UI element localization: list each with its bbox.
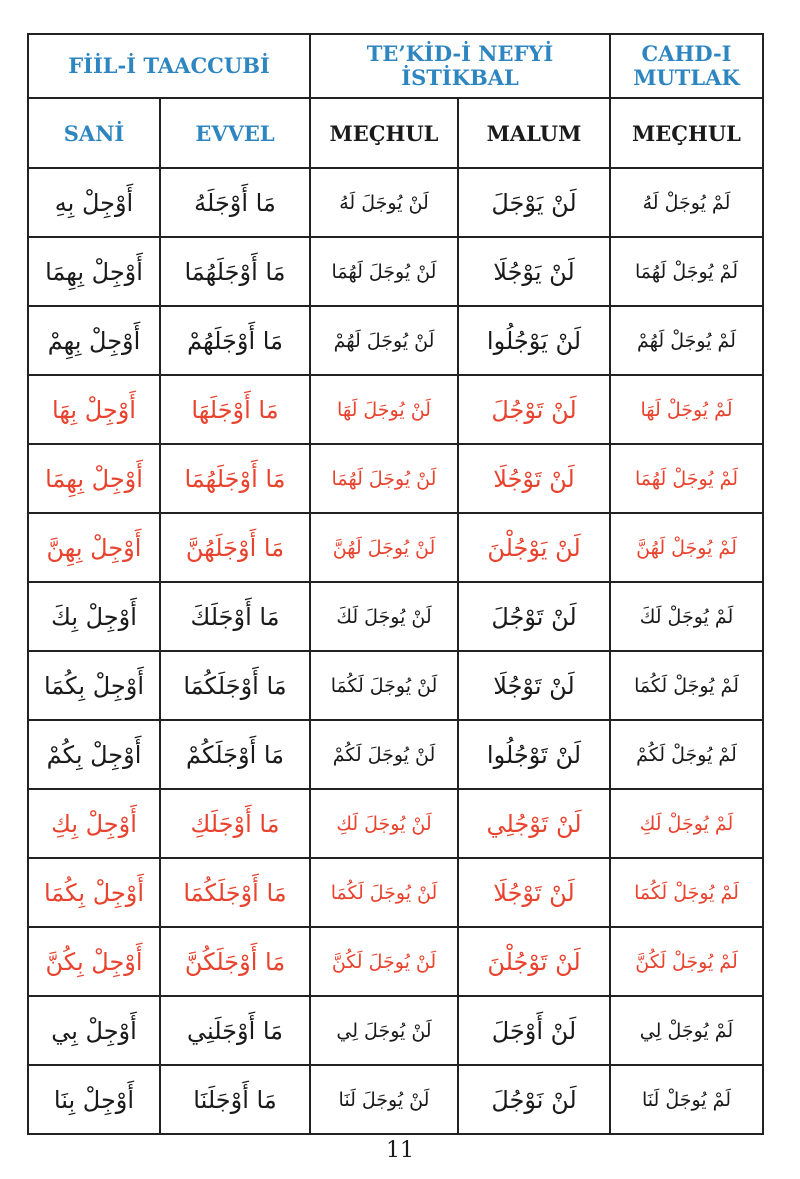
cell-evvel: مَا أَوْجَلَنِي: [160, 996, 310, 1065]
cell-tekid-mechul: لَنْ يُوجَلَ لَكُمَا: [310, 858, 458, 927]
cell-cahd-mechul: لَمْ يُوجَلْ لِي: [610, 996, 763, 1065]
cell-sani: أَوْجِلْ بِكِ: [28, 789, 160, 858]
cell-cahd-mechul: لَمْ يُوجَلْ لَكُمَا: [610, 651, 763, 720]
table-row: [28, 513, 763, 582]
page-number: 11: [386, 1138, 414, 1163]
cell-sani: أَوْجِلْ بِهِ: [28, 168, 160, 237]
table-row: [28, 927, 763, 996]
cell-tekid-mechul: لَنْ يُوجَلَ لِي: [310, 996, 458, 1065]
cell-evvel: مَا أَوْجَلَهُمَا: [160, 237, 310, 306]
table-row: [28, 789, 763, 858]
cell-evvel: مَا أَوْجَلَكُمَا: [160, 651, 310, 720]
cell-tekid-malum: لَنْ تَوْجُلَا: [458, 651, 610, 720]
cell-evvel: مَا أَوْجَلَكُمَا: [160, 858, 310, 927]
cell-tekid-malum: لَنْ يَوْجَلَ: [458, 168, 610, 237]
cell-cahd-mechul: لَمْ يُوجَلْ لَكُمْ: [610, 720, 763, 789]
cell-evvel: مَا أَوْجَلَهُنَّ: [160, 513, 310, 582]
cell-tekid-malum: لَنْ يَوْجُلَا: [458, 237, 610, 306]
cell-tekid-mechul: لَنْ يُوجَلَ لَهُنَّ: [310, 513, 458, 582]
cell-sani: أَوْجِلْ بِكُمَا: [28, 858, 160, 927]
table-row: [28, 1065, 763, 1134]
cell-cahd-mechul: لَمْ يُوجَلْ لَهُمْ: [610, 306, 763, 375]
cell-cahd-mechul: لَمْ يُوجَلْ لَنَا: [610, 1065, 763, 1134]
table-row: [28, 651, 763, 720]
cell-tekid-malum: لَنْ يَوْجُلُوا: [458, 306, 610, 375]
table-body: [28, 168, 763, 1134]
cell-sani: أَوْجِلْ بِهَا: [28, 375, 160, 444]
cell-evvel: مَا أَوْجَلَكُنَّ: [160, 927, 310, 996]
cell-tekid-malum: لَنْ تَوْجُلَ: [458, 582, 610, 651]
cell-evvel: مَا أَوْجَلَهُمْ: [160, 306, 310, 375]
cell-tekid-mechul: لَنْ يُوجَلَ لَكَ: [310, 582, 458, 651]
cell-cahd-mechul: لَمْ يُوجَلْ لَهُ: [610, 168, 763, 237]
cell-tekid-mechul: لَنْ يُوجَلَ لَنَا: [310, 1065, 458, 1134]
cell-tekid-mechul: لَنْ يُوجَلَ لَكُنَّ: [310, 927, 458, 996]
conjugation-table-wrapper: [27, 33, 762, 1135]
cell-sani: أَوْجِلْ بِكُمْ: [28, 720, 160, 789]
cell-evvel: مَا أَوْجَلَكِ: [160, 789, 310, 858]
cell-tekid-malum: لَنْ تَوْجُلُوا: [458, 720, 610, 789]
cell-cahd-mechul: لَمْ يُوجَلْ لَهُمَا: [610, 444, 763, 513]
cell-evvel: مَا أَوْجَلَهُ: [160, 168, 310, 237]
table-row: [28, 720, 763, 789]
cell-tekid-malum: لَنْ يَوْجُلْنَ: [458, 513, 610, 582]
table-row: [28, 858, 763, 927]
cell-tekid-malum: لَنْ نَوْجُلَ: [458, 1065, 610, 1134]
cell-evvel: مَا أَوْجَلَكُمْ: [160, 720, 310, 789]
cell-tekid-malum: لَنْ تَوْجُلْنَ: [458, 927, 610, 996]
subheader-evvel: EVVEL: [160, 98, 310, 168]
header-cahd-i-mutlak: CAHD-I MUTLAK: [610, 34, 763, 98]
cell-cahd-mechul: لَمْ يُوجَلْ لَهُنَّ: [610, 513, 763, 582]
cell-tekid-mechul: لَنْ يُوجَلَ لَهُمَا: [310, 237, 458, 306]
cell-sani: أَوْجِلْ بِهِمَا: [28, 237, 160, 306]
cell-cahd-mechul: لَمْ يُوجَلْ لَكَ: [610, 582, 763, 651]
cell-cahd-mechul: لَمْ يُوجَلْ لَكُمَا: [610, 858, 763, 927]
cell-tekid-mechul: لَنْ يُوجَلَ لَكُمَا: [310, 651, 458, 720]
subheader-mechul-cahd: MEÇHUL: [610, 98, 763, 168]
cell-tekid-malum: لَنْ تَوْجُلَ: [458, 375, 610, 444]
cell-tekid-malum: لَنْ تَوْجُلَا: [458, 858, 610, 927]
cell-evvel: مَا أَوْجَلَهَا: [160, 375, 310, 444]
cell-cahd-mechul: لَمْ يُوجَلْ لَهَا: [610, 375, 763, 444]
cell-tekid-malum: لَنْ تَوْجُلِي: [458, 789, 610, 858]
cell-tekid-mechul: لَنْ يُوجَلَ لَهُمَا: [310, 444, 458, 513]
cell-cahd-mechul: لَمْ يُوجَلْ لَهُمَا: [610, 237, 763, 306]
cell-sani: أَوْجِلْ بِنَا: [28, 1065, 160, 1134]
cell-sani: أَوْجِلْ بِهِمَا: [28, 444, 160, 513]
table-row: [28, 444, 763, 513]
header-fiil-i-taaccubi: FİİL-İ TAACCUBİ: [28, 34, 310, 98]
table-row: [28, 306, 763, 375]
cell-tekid-mechul: لَنْ يُوجَلَ لَكُمْ: [310, 720, 458, 789]
cell-sani: أَوْجِلْ بِي: [28, 996, 160, 1065]
cell-sani: أَوْجِلْ بِكُنَّ: [28, 927, 160, 996]
table-row: [28, 168, 763, 237]
cell-tekid-mechul: لَنْ يُوجَلَ لَهَا: [310, 375, 458, 444]
cell-tekid-mechul: لَنْ يُوجَلَ لَهُمْ: [310, 306, 458, 375]
cell-sani: أَوْجِلْ بِهِمْ: [28, 306, 160, 375]
subheader-sani: SANİ: [28, 98, 160, 168]
cell-sani: أَوْجِلْ بِكَ: [28, 582, 160, 651]
table-row: [28, 375, 763, 444]
cell-cahd-mechul: لَمْ يُوجَلْ لَكِ: [610, 789, 763, 858]
header-tekid-i-nefyi-istikbal: TE’KİD-İ NEFYİ İSTİKBAL: [310, 34, 610, 98]
cell-tekid-mechul: لَنْ يُوجَلَ لَهُ: [310, 168, 458, 237]
cell-cahd-mechul: لَمْ يُوجَلْ لَكُنَّ: [610, 927, 763, 996]
cell-evvel: مَا أَوْجَلَهُمَا: [160, 444, 310, 513]
table-row: [28, 582, 763, 651]
table-row: [28, 996, 763, 1065]
subheader-mechul: MEÇHUL: [310, 98, 458, 168]
cell-sani: أَوْجِلْ بِكُمَا: [28, 651, 160, 720]
cell-tekid-malum: لَنْ تَوْجُلَا: [458, 444, 610, 513]
cell-evvel: مَا أَوْجَلَنَا: [160, 1065, 310, 1134]
cell-sani: أَوْجِلْ بِهِنَّ: [28, 513, 160, 582]
table-row: [28, 237, 763, 306]
conjugation-table: [27, 33, 764, 1135]
cell-evvel: مَا أَوْجَلَكَ: [160, 582, 310, 651]
cell-tekid-mechul: لَنْ يُوجَلَ لَكِ: [310, 789, 458, 858]
subheader-malum: MALUM: [458, 98, 610, 168]
cell-tekid-malum: لَنْ أَوْجَلَ: [458, 996, 610, 1065]
